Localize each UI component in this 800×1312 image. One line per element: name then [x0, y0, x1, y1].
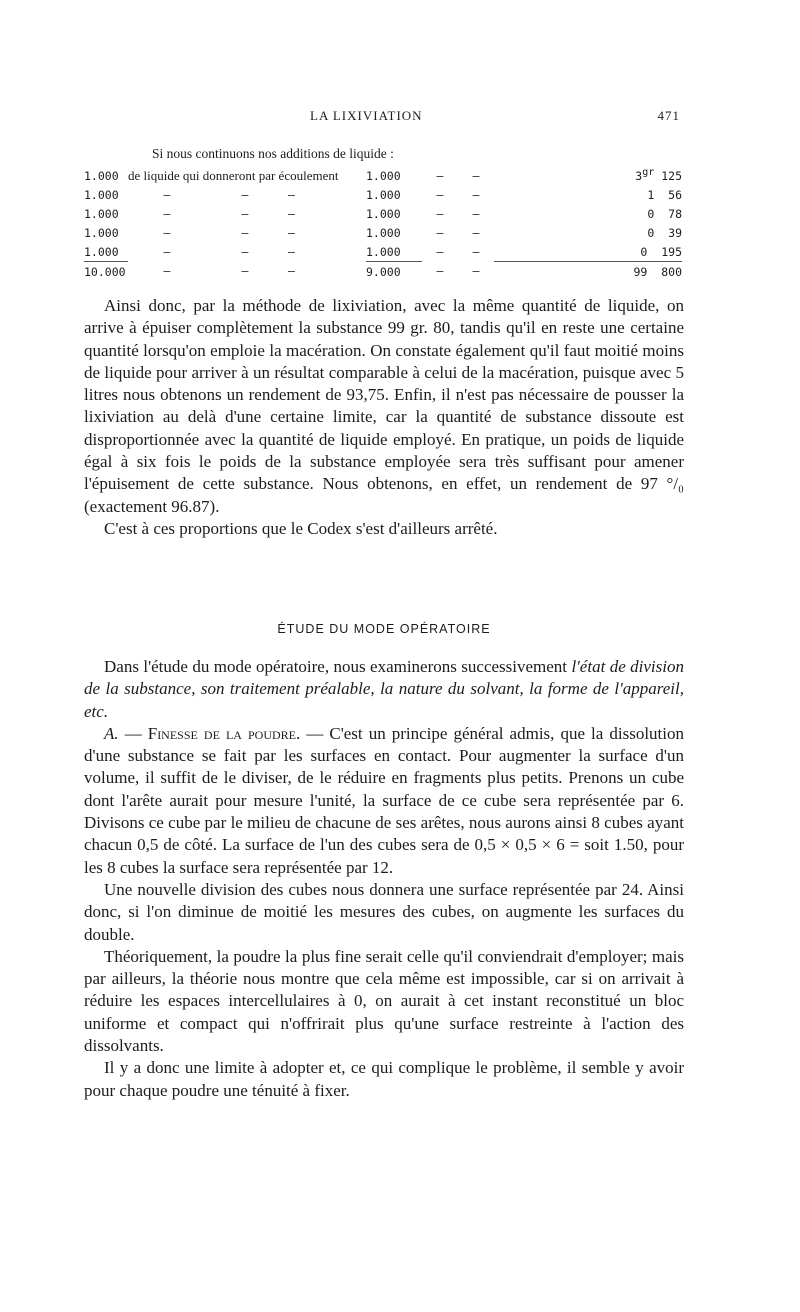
paragraph: Une nouvelle division des cubes nous donnera une surface représentée par 24. Ainsi donc, si l'on diminue de moitié les mesures des cubes, on augmente les surfaces du double. — [84, 879, 684, 944]
table-row — [84, 223, 682, 242]
cell-dash: — — [288, 244, 295, 259]
cell-liquid-out: 1.000 — [366, 168, 401, 183]
page-number: 471 — [657, 108, 680, 123]
cell-total-yield: 99 800 — [494, 262, 682, 282]
paragraph: A. — Finesse de la poudre. — C'est un principe général admis, que la dissolution d'une substance se fait par les surfaces en contact. Pour augmenter la surface d'un volume, il suffit de le diviser, de le réduire en fragments plus petits. Prenons un cube dont l'arête aurait pour mesure l'unité, la surface de ce cube sera représentée par 6. Divisons ce cube par le milieu de chacune de ses arêtes, nous aurons ainsi 8 cubes ayant chacun 0,5 de côté. La surface de l'un des cubes sera de 0,5 × 0,5 × 6 = soit 1.50, pour les 8 cubes la surface sera représentée par 12. — [84, 723, 684, 877]
cell-liquid-in: 1.000 — [84, 168, 119, 183]
cell-liquid-in: 1.000 — [84, 244, 119, 259]
paragraph: Ainsi donc, par la méthode de lixiviation, avec la même quantité de liquide, on arrive à épuiser complètement la substance 99 gr. 80, tandis qu'il en reste une certaine quantité lorsqu'on emploie la macération. On constate également qu'il faut moitié moins de liquide pour arriver à un résultat comparable à celui de la macération, puisque avec 5 litres nous obtenons un rendement de 93,75. Enfin, il n'est pas nécessaire de pousser la lixiviation au delà d'une certaine limite, car la quantité de substance dissoute est disproportionnée avec la quantité de liquide employé. En pratique, un poids de liquide égal à six fois le poids de la substance employée sera très suffisant pour amener l'épuisement de cette substance. Nous obtenons, en effet, un rendement de 97 °/₀ (exactement 96.87). — [84, 296, 684, 516]
cell-liquid-in: 1.000 — [84, 206, 119, 221]
cell-dash: — — [472, 206, 480, 221]
table-row — [84, 204, 682, 223]
cell-dash: — — [288, 264, 295, 279]
body-text-upper — [84, 295, 684, 540]
cell-dash: — — [163, 244, 171, 259]
cell-dash: — — [472, 187, 480, 202]
cell-dash: — — [163, 225, 171, 240]
cell-total-out: 9.000 — [366, 262, 422, 282]
cell-liquid-out: 1.000 — [366, 244, 401, 259]
cell-dash: — — [163, 264, 171, 279]
paragraph: Dans l'étude du mode opératoire, nous examinerons successivement l'état de division de la substance, son traitement préalable, la nature du solvant, la forme de l'appareil, etc. — [84, 657, 684, 721]
cell-dash: — — [472, 225, 480, 240]
paragraph: Théoriquement, la poudre la plus fine serait celle qu'il conviendrait d'employer; mais par ailleurs, la théorie nous montre que cela même est impossible, car si on arrivait à réduire les espaces intercellulaires à 0, on aurait à cet instant reconstitué un bloc uniforme et compact qui n'offrirait plus qu'une surface restreinte à l'action des dissolvants. — [84, 946, 684, 1056]
cell-dash: — — [436, 244, 444, 259]
paragraph: C'est à ces proportions que le Codex s'est d'ailleurs arrêté. — [104, 518, 498, 538]
cell-liquid-out: 1.000 — [366, 225, 401, 240]
table-row — [84, 166, 682, 185]
cell-dash: — — [436, 225, 444, 240]
cell-description: de liquide qui donneront par écoulement — [128, 167, 339, 183]
cell-dash: — — [241, 187, 249, 202]
cell-yield: 0 78 — [647, 206, 682, 221]
cell-liquid-in: 1.000 — [84, 187, 119, 202]
liquid-table — [84, 166, 682, 281]
paragraph: Il y a donc une limite à adopter et, ce qui complique le problème, il semble y avoir pour chaque poudre une ténuité à fixer. — [84, 1058, 684, 1100]
cell-dash: — — [241, 225, 249, 240]
cell-dash: — — [163, 187, 171, 202]
cell-dash: — — [472, 244, 480, 259]
cell-yield: 1 56 — [647, 187, 682, 202]
cell-dash: — — [472, 168, 480, 183]
cell-dash: — — [436, 168, 444, 183]
cell-dash: — — [436, 206, 444, 221]
cell-liquid-out: 1.000 — [366, 206, 401, 221]
cell-dash: — — [436, 264, 444, 279]
table-row — [84, 185, 682, 204]
cell-dash: — — [436, 187, 444, 202]
cell-liquid-in: 1.000 — [84, 225, 119, 240]
table-row — [84, 242, 682, 262]
table-intro: Si nous continuons nos additions de liquide : — [152, 146, 394, 161]
section-heading: ÉTUDE DU MODE OPÉRATOIRE — [277, 622, 491, 636]
cell-yield: $3^{gr}$ 125 — [635, 166, 682, 183]
table-total-row — [84, 262, 682, 282]
body-text-lower — [84, 656, 684, 1102]
cell-dash: — — [288, 187, 295, 202]
cell-dash: — — [241, 244, 249, 259]
cell-dash: — — [288, 225, 295, 240]
cell-dash: — — [163, 206, 171, 221]
running-title: LA LIXIVIATION — [310, 108, 423, 123]
cell-dash: — — [241, 206, 249, 221]
cell-dash: — — [241, 264, 249, 279]
cell-dash: — — [472, 264, 480, 279]
cell-yield: 0 39 — [647, 225, 682, 240]
cell-liquid-out: 1.000 — [366, 187, 401, 202]
cell-yield: 0 195 — [640, 244, 682, 259]
cell-dash: — — [288, 206, 295, 221]
cell-total-in: 10.000 — [84, 262, 128, 282]
